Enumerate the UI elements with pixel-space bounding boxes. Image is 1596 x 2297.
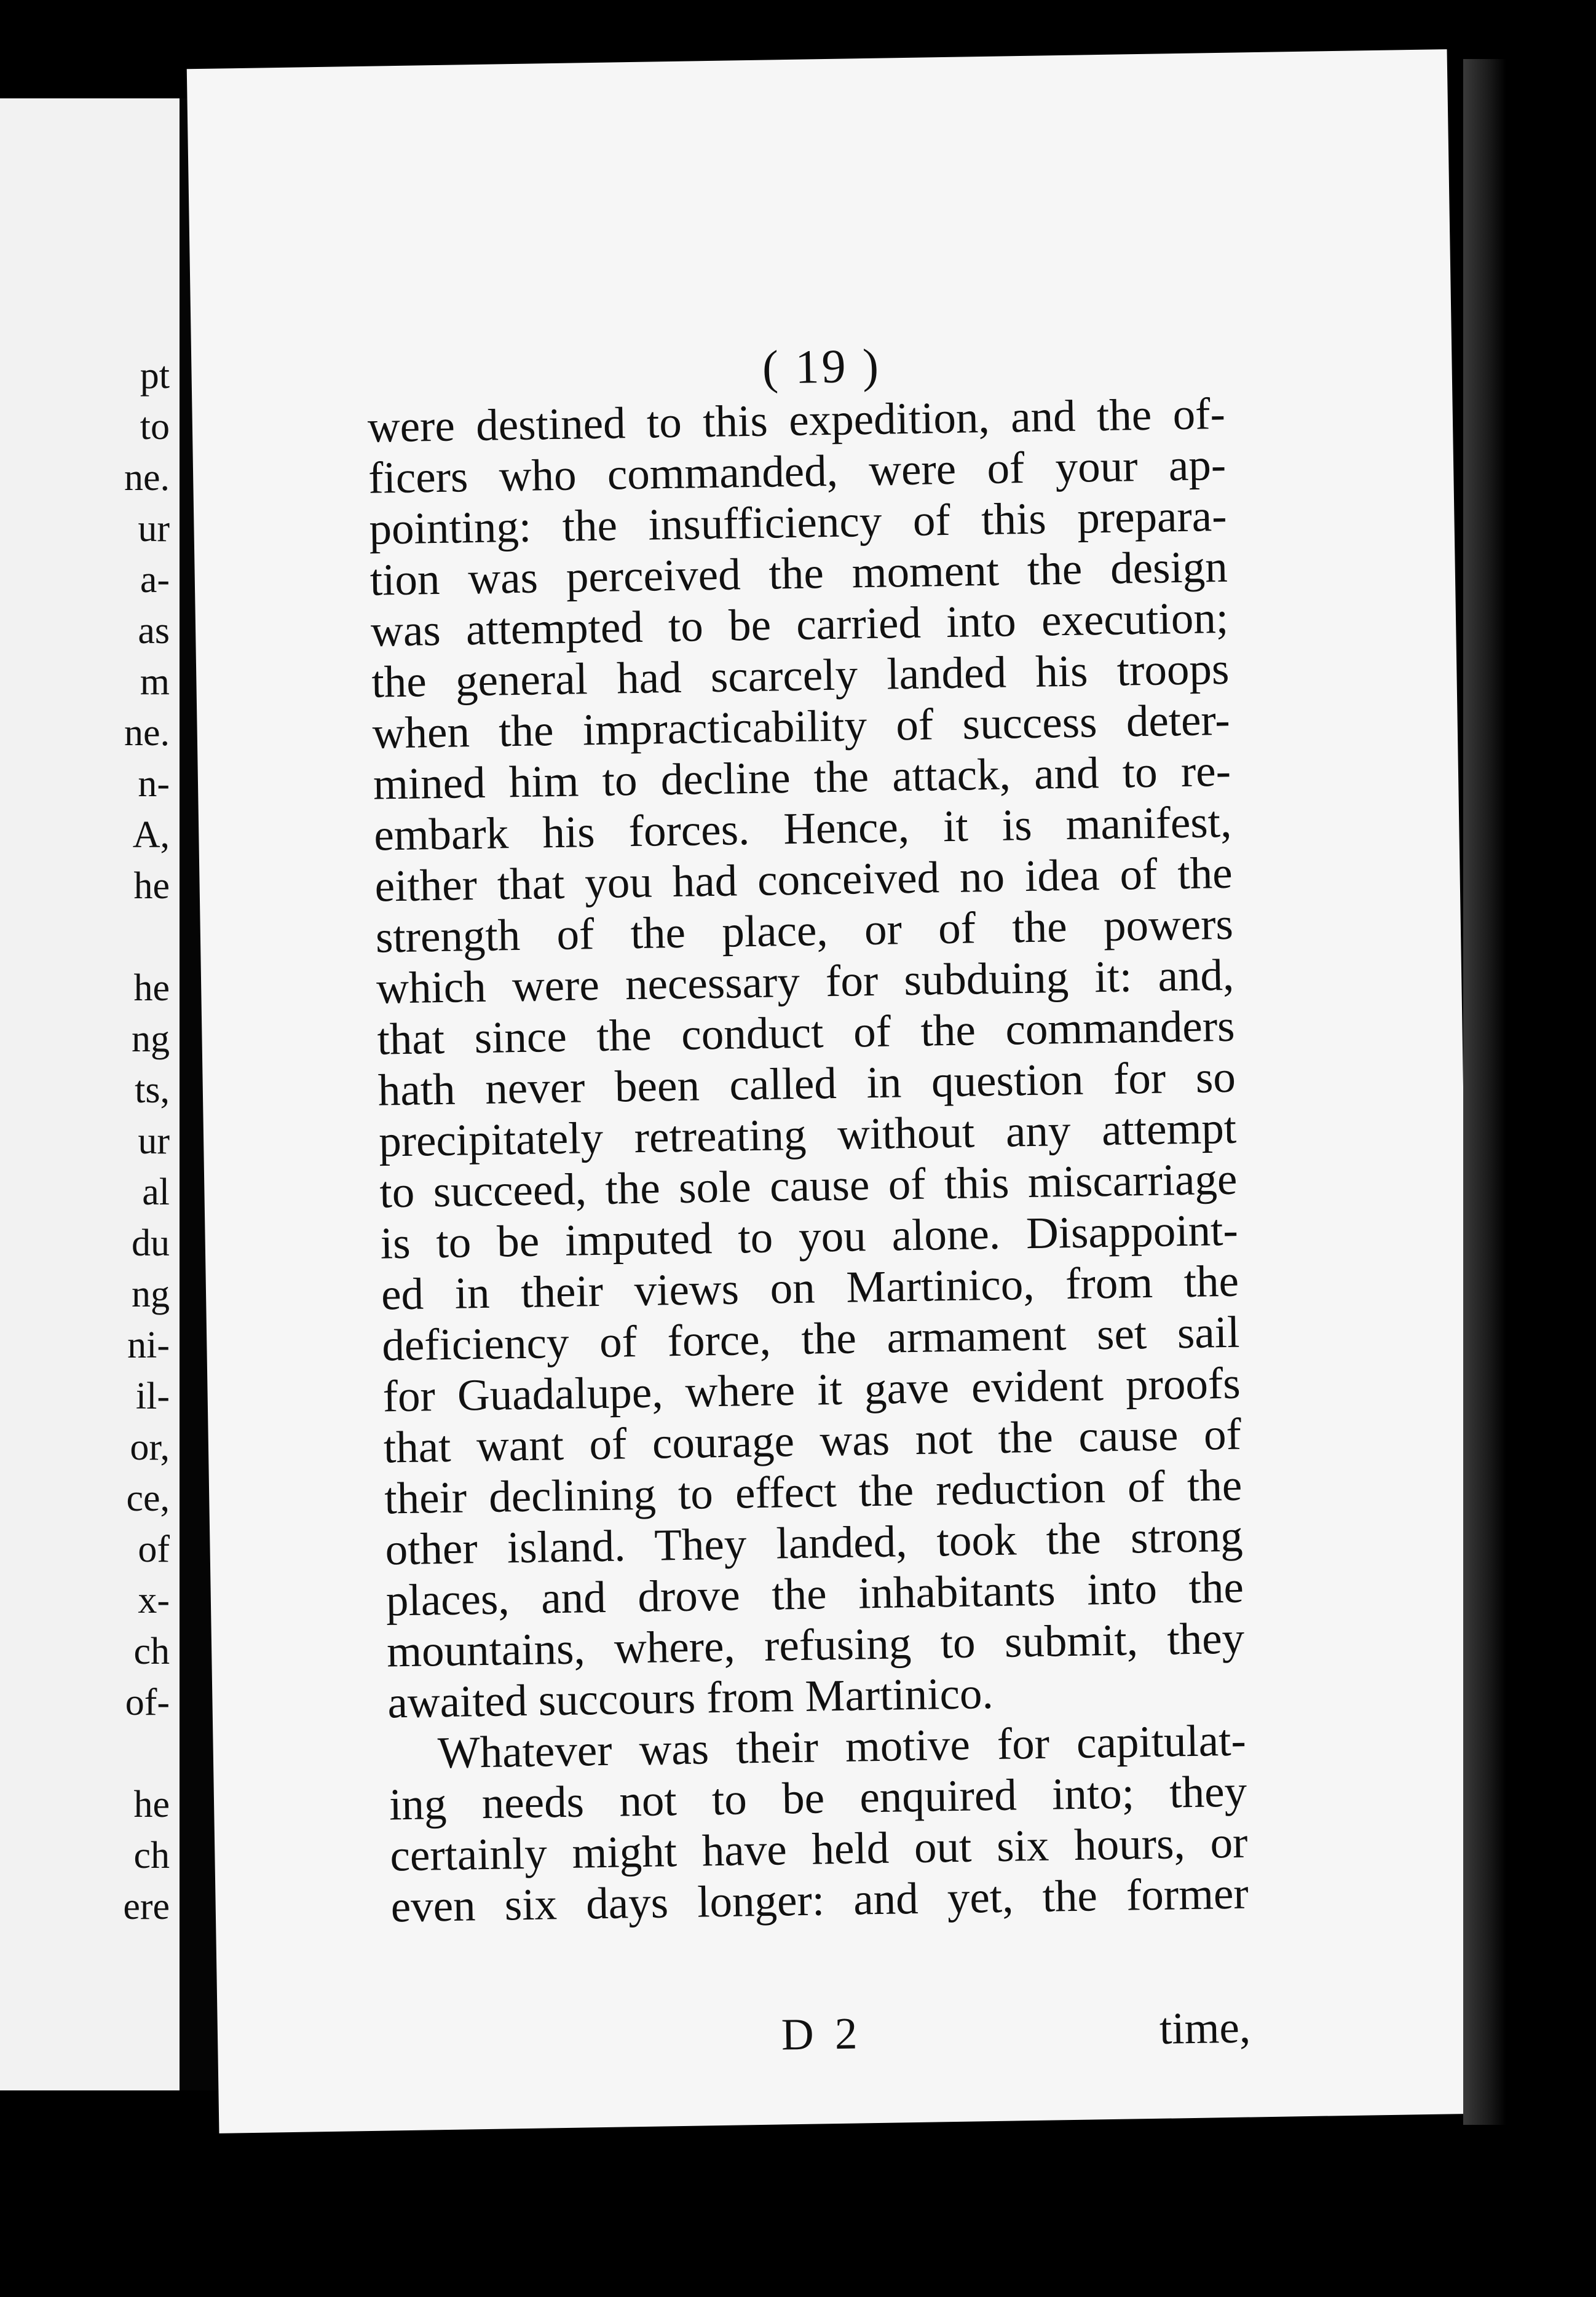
book-page — [187, 49, 1479, 2133]
text-line: was attempted to be carried into execution; — [370, 592, 1229, 656]
text-line: even six days longer: and yet, the former — [390, 1868, 1249, 1932]
left-line-26: ch — [133, 1631, 170, 1672]
text-line: either that you had conceived no idea of the — [374, 847, 1233, 911]
text-line: is to be imputed to you alone. Disappoint- — [380, 1204, 1239, 1268]
left-line-11: he — [133, 865, 170, 907]
left-line-18: du — [132, 1222, 170, 1264]
text-line: tion was perceived the moment the design — [369, 541, 1228, 605]
text-line: mined him to decline the attack, and to re- — [373, 745, 1231, 809]
left-line-30: ch — [133, 1835, 170, 1876]
catch-line — [393, 2002, 1251, 2066]
text-line: ed in their views on Martinico, from the — [381, 1255, 1239, 1319]
text-line: were destined to this expedition, and the of- — [367, 388, 1226, 452]
text-line: the general had scarcely landed his troops — [371, 643, 1230, 707]
text-line: ing needs not to be enquired into; they — [389, 1766, 1247, 1830]
text-line: deficiency of force, the armament set sail — [381, 1307, 1240, 1370]
text-line: strength of the place, or of the powers — [375, 898, 1234, 962]
text-line: hath never been called in question for so — [377, 1051, 1236, 1115]
left-line-4: ur — [138, 508, 170, 550]
left-line-10: A, — [132, 814, 170, 856]
text-line: when the impracticability of success deter- — [372, 694, 1231, 758]
left-page-fragment — [0, 98, 180, 2090]
text-line: their declining to effect the reduction of the — [384, 1460, 1242, 1524]
left-line-31: ere — [123, 1886, 170, 1927]
page-number: ( 19 ) — [762, 338, 882, 394]
left-line-16: ur — [138, 1120, 170, 1162]
text-line: other island. They landed, took the strong — [384, 1511, 1244, 1575]
left-line-25: x- — [138, 1579, 170, 1621]
left-line-15: ts, — [135, 1069, 170, 1111]
text-line: mountains, where, refusing to submit, they — [386, 1613, 1245, 1677]
text-line: awaited succours from Martinico. — [387, 1668, 994, 1728]
text-line: precipitately retreating without any attempt — [378, 1102, 1237, 1166]
left-line-8: ne. — [124, 712, 170, 754]
text-line: embark his forces. Hence, it is manifest, — [373, 796, 1232, 860]
body-text — [367, 388, 1249, 1932]
text-line: that want of courage was not the cause of — [383, 1409, 1242, 1473]
left-line-9: n- — [138, 763, 170, 805]
text-line: ficers who commanded, were of your ap- — [368, 439, 1227, 503]
left-line-20: ni- — [127, 1324, 170, 1366]
text-line: pointing: the insufficiency of this prepara- — [368, 490, 1228, 554]
text-line: for Guadalupe, where it gave evident proofs — [382, 1358, 1241, 1421]
text-line: Whatever was their motive for capitulat- — [437, 1715, 1247, 1778]
left-line-19: ng — [132, 1273, 170, 1315]
catchword: time, — [1159, 2002, 1251, 2054]
left-line-5: a- — [140, 559, 170, 601]
text-line: to succeed, the sole cause of this miscarriage — [379, 1153, 1238, 1217]
left-line-14: ng — [132, 1018, 170, 1060]
left-line-27: of- — [125, 1682, 170, 1723]
signature-mark: D 2 — [781, 2008, 863, 2060]
left-line-7: m — [140, 661, 170, 703]
left-line-13: he — [133, 967, 170, 1009]
page-edge-shadow — [1463, 59, 1506, 2125]
text-line: places, and drove the inhabitants into the — [385, 1562, 1244, 1626]
left-line-1: pt — [140, 355, 170, 397]
text-line: certainly might have held out six hours, or — [389, 1817, 1248, 1881]
text-line: that since the conduct of the commanders — [376, 1000, 1236, 1064]
left-line-3: ne. — [124, 457, 170, 499]
left-line-22: or, — [130, 1426, 170, 1468]
left-line-6: as — [138, 610, 170, 652]
left-line-23: ce, — [126, 1477, 170, 1519]
left-line-2: to — [140, 406, 170, 448]
text-line: which were necessary for subduing it: and, — [376, 949, 1235, 1013]
left-line-24: of — [138, 1528, 170, 1570]
left-line-17: al — [142, 1171, 170, 1213]
left-line-21: il- — [135, 1375, 170, 1417]
left-line-29: he — [133, 1784, 170, 1825]
